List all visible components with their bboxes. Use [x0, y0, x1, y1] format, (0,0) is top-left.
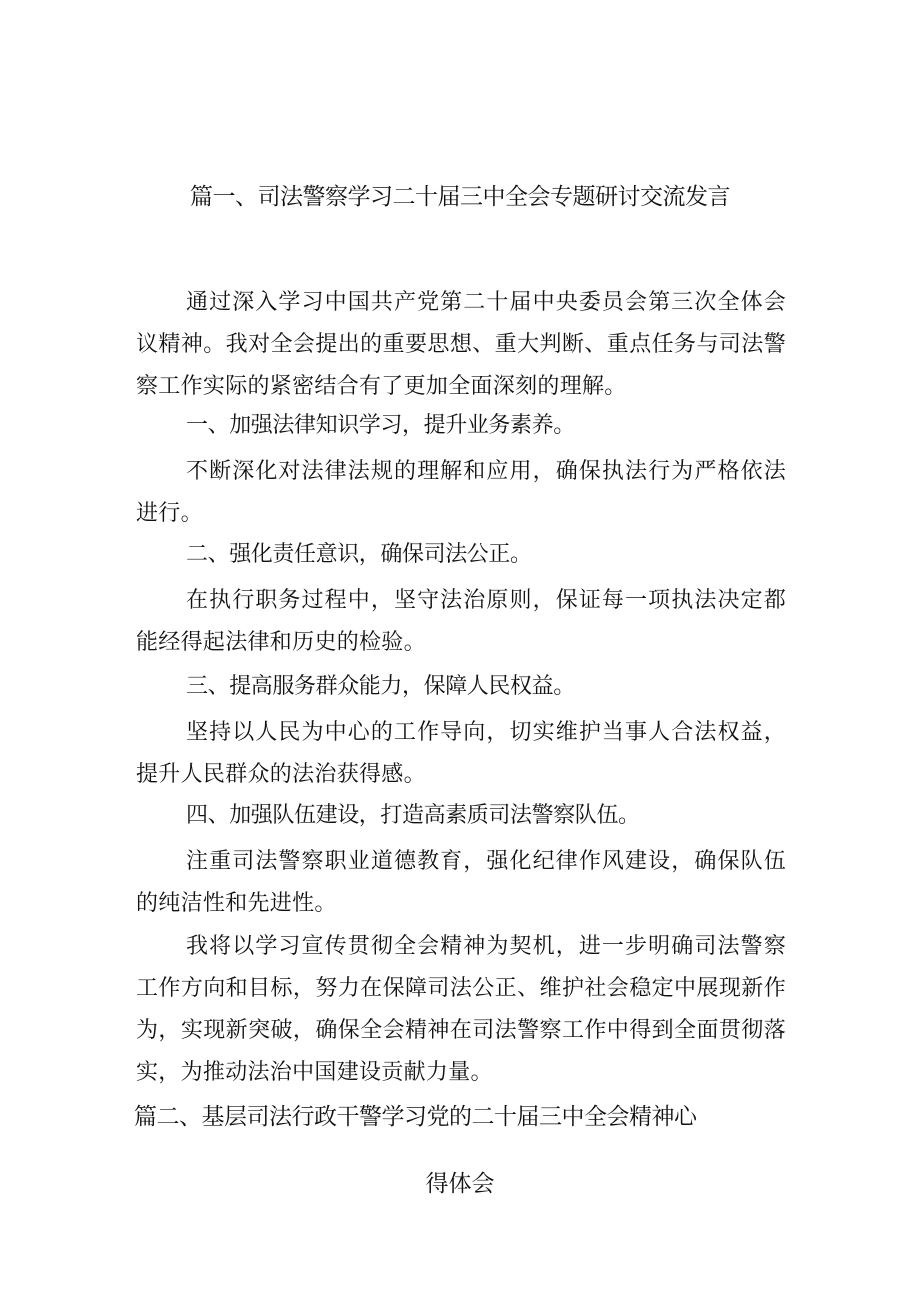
conclusion-paragraph: 我将以学习宣传贯彻全会精神为契机，进一步明确司法警察工作方向和目标，努力在保障司法公正、维护社会稳定中展现新作为，实现新突破，确保全会精神在司法警察工作中得到全面贯彻落实，为推动法治中国建设贡献力量。: [136, 934, 786, 1085]
section-body-4: 注重司法警察职业道德教育，强化纪律作风建设，确保队伍的纯洁性和先进性。: [136, 849, 786, 916]
intro-paragraph: 通过深入学习中国共产党第二十届中央委员会第三次全体会议精神。我对全会提出的重要思想、重大判断、重点任务与司法警察工作实际的紧密结合有了更加全面深刻的理解。: [136, 290, 786, 399]
second-title-line-1: 篇二、基层司法行政干警学习党的二十届三中全会精神心: [134, 1104, 697, 1130]
section-body-3: 坚持以人民为中心的工作导向，切实维护当事人合法权益，提升人民群众的法治获得感。: [136, 720, 786, 787]
section-heading-3: 三、提高服务群众能力，保障人民权益。: [186, 674, 575, 699]
document-title: 篇一、司法警察学习二十届三中全会专题研讨交流发言: [190, 184, 730, 210]
section-heading-4: 四、加强队伍建设，打造高素质司法警察队伍。: [186, 803, 640, 828]
section-body-2: 在执行职务过程中，坚守法治原则，保证每一项执法决定都能经得起法律和历史的检验。: [136, 588, 786, 655]
section-body-1: 不断深化对法律法规的理解和应用，确保执法行为严格依法进行。: [136, 459, 786, 526]
second-title-line-2: 得体会: [425, 1171, 495, 1197]
section-heading-2: 二、强化责任意识，确保司法公正。: [186, 542, 532, 567]
section-heading-1: 一、加强法律知识学习，提升业务素养。: [186, 413, 575, 438]
